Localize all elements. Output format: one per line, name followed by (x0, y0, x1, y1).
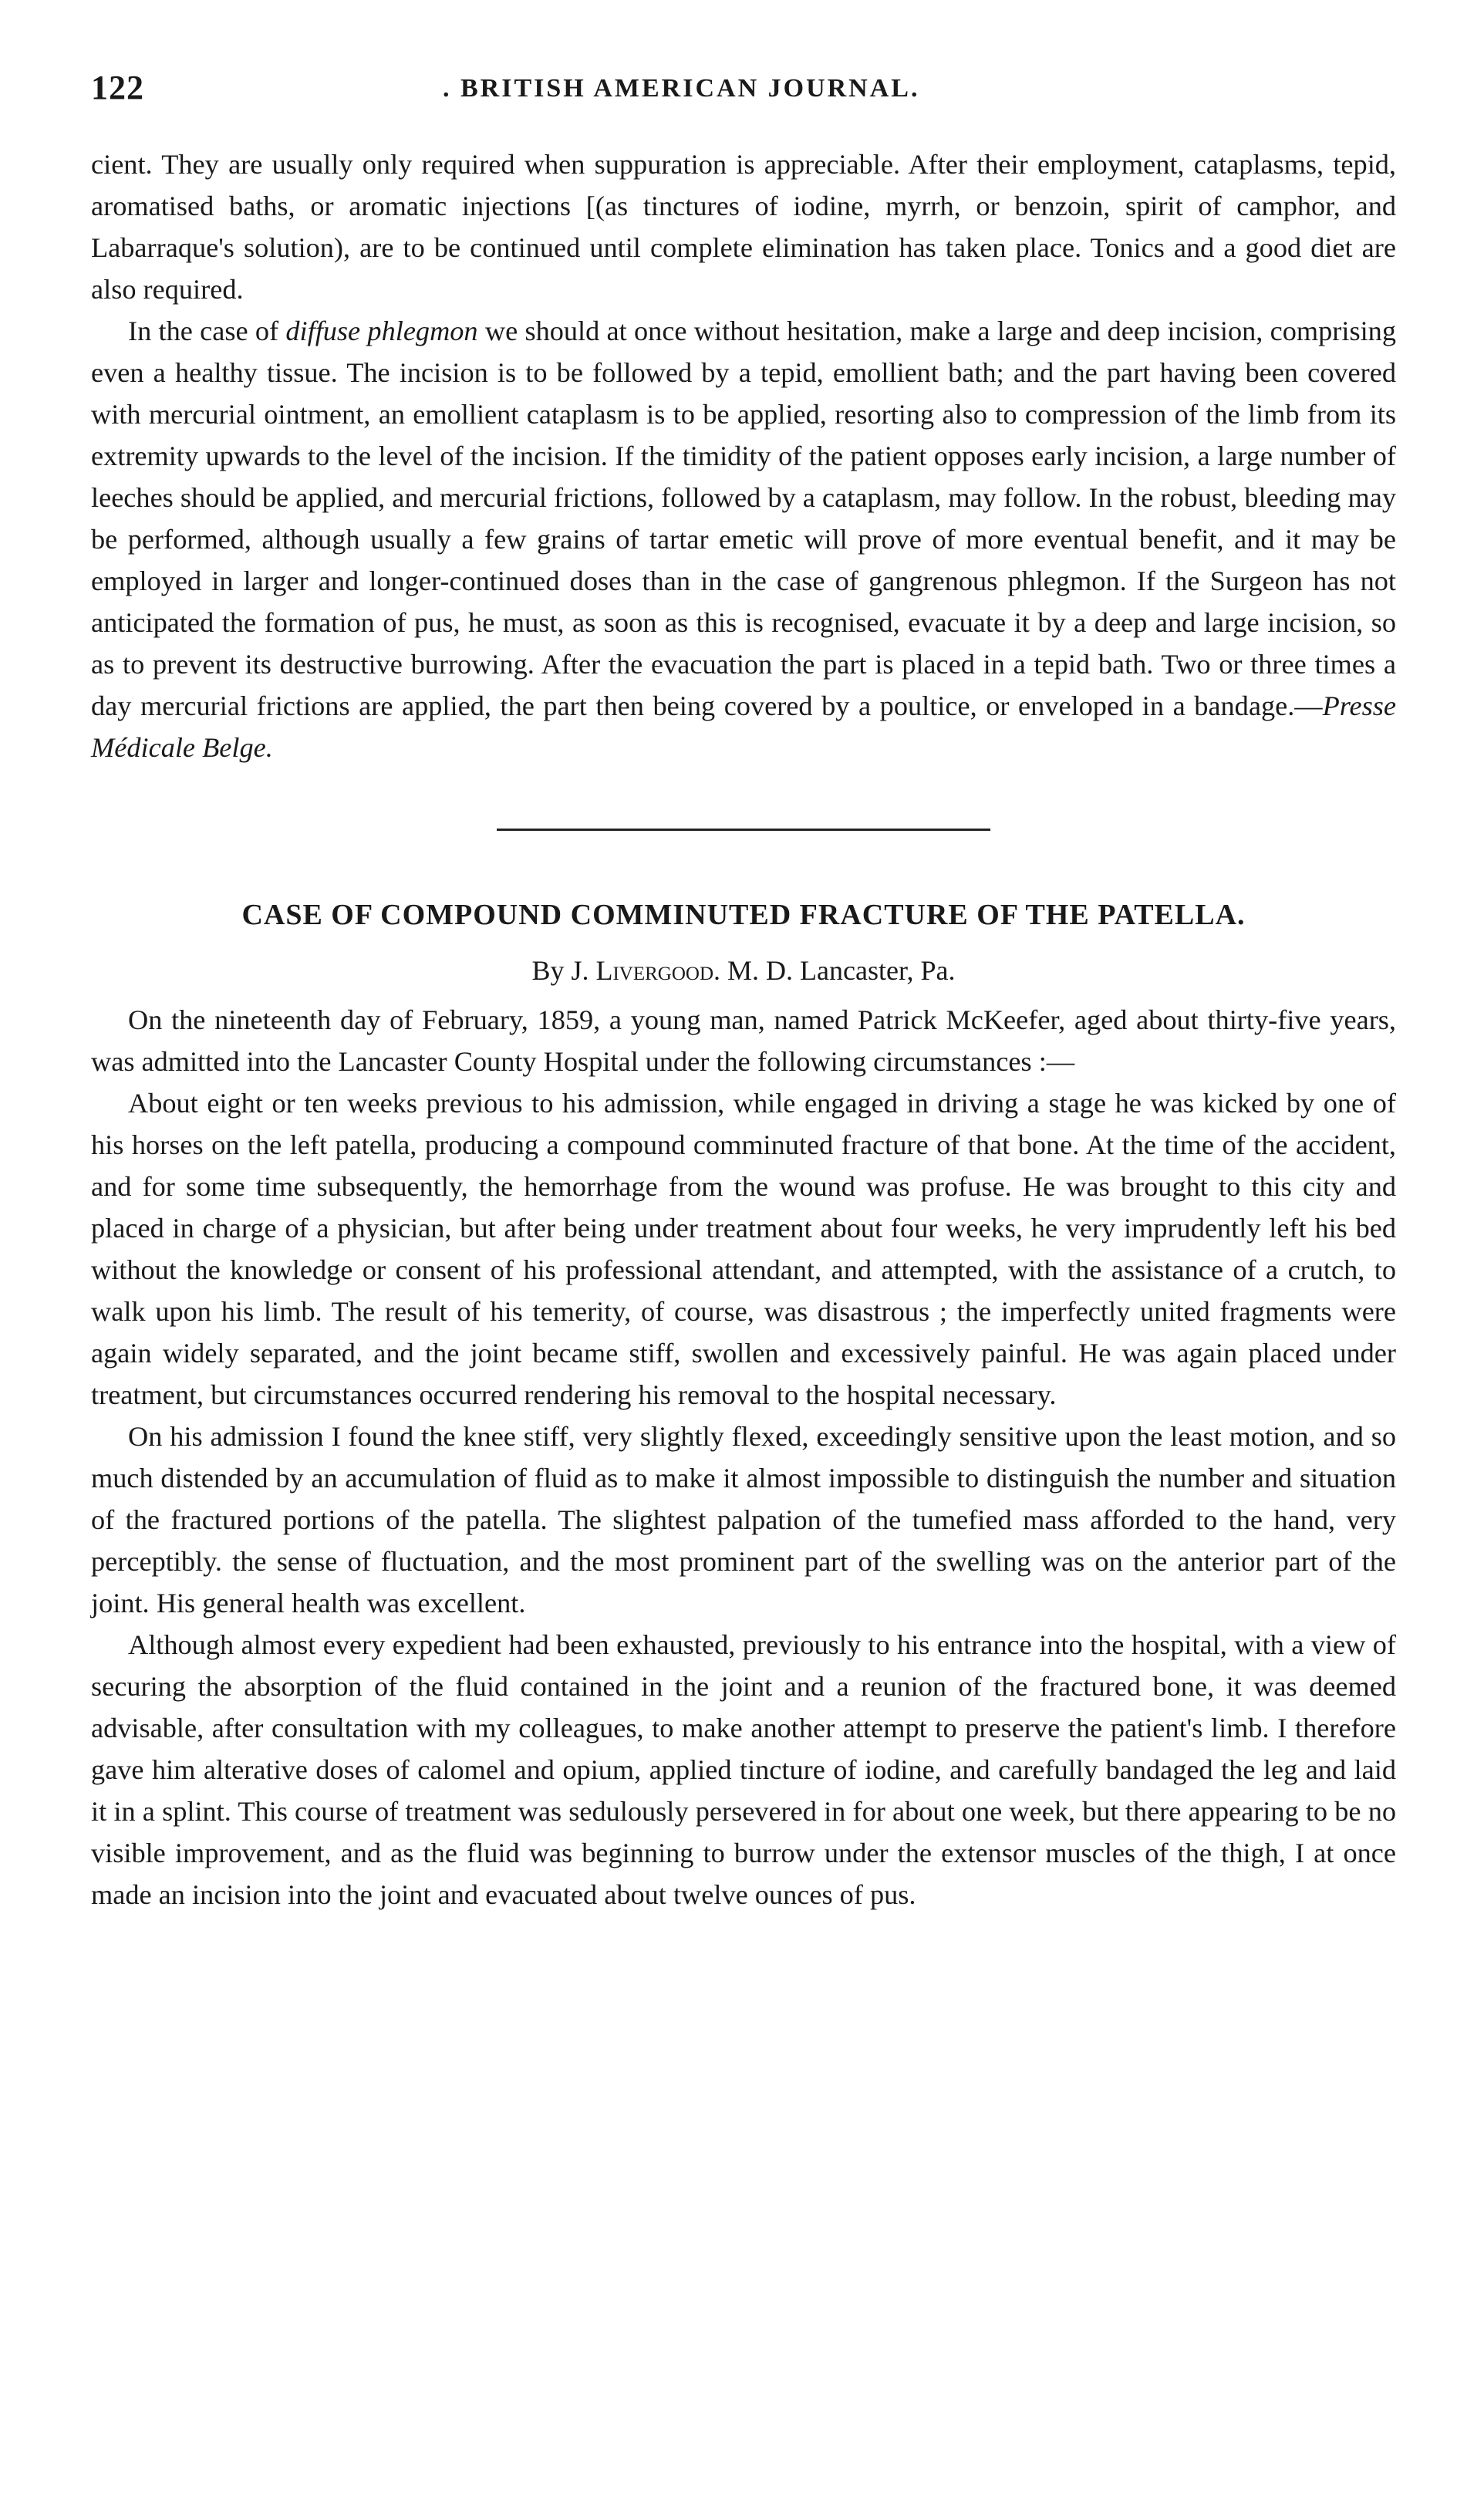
byline (91, 950, 1396, 991)
source-citation: Presse Médicale Belge. (91, 690, 1396, 763)
paragraph-lead: In the case of (128, 316, 286, 346)
article-title: CASE OF COMPOUND COMMINUTED FRACTURE OF THE PATELLA. (241, 899, 1246, 931)
case-paragraph: On the nineteenth day of February, 1859, a young man, named Patrick McKeefer, aged about thirty-five years, was admitted into the Lancaster County Hospital under the following circumstances :— (91, 1004, 1396, 1077)
page-body (91, 143, 1396, 1915)
continued-paragraph: cient. They are usually only required when suppuration is appreciable. After their employment, cataplasms, tepid, aromatised baths, or aromatic injections [(as tinctures of iodine, myrrh, or benzoin, spirit of camphor, and Labarraque's solution), are to be continued until complete elimination has taken place. Tonics and a good diet are also required. (91, 149, 1396, 305)
running-title: . BRITISH AMERICAN JOURNAL. (443, 74, 920, 103)
page-number: 122 (91, 69, 144, 106)
author-name: J. Livergood. (571, 955, 721, 986)
section-divider (497, 829, 990, 831)
case-paragraph: Although almost every expedient had been exhausted, previously to his entrance into the hospital, with a view of securing the absorption of the fluid contained in the joint and a reunion of the fractured bone, it was deemed advisable, after consultation with my colleagues, to make another attempt to preserve the patient's limb. I therefore gave him alterative doses of calomel and opium, applied tincture of iodine, and carefully bandaged the leg and laid it in a splint. This course of treatment was sedulously persevered in for about one week, but there appearing to be no visible improvement, and as the fluid was beginning to burrow under the extensor muscles of the thigh, I at once made an incision into the joint and evacuated about twelve ounces of pus. (91, 1629, 1396, 1910)
diffuse-phlegmon-paragraph (91, 310, 1396, 768)
byline-prefix: By (531, 955, 565, 986)
page-header (91, 68, 1395, 122)
case-paragraph: On his admission I found the knee stiff, very slightly flexed, exceedingly sensitive upon the least motion, and so much distended by an accumulation of fluid as to make it almost impossible to distinguish the number and situation of the fractured portions of the patella. The slightest palpation of the tumefied mass afforded to the hand, very perceptibly. the sense of fluctuation, and the most prominent part of the swelling was on the anterior part of the joint. His general health was excellent. (91, 1421, 1396, 1618)
paragraph-text: we should at once without hesitation, make a large and deep incision, comprising even a healthy tissue. The incision is to be followed by a tepid, emollient bath; and the part having been covered with mercurial ointment, an emollient cataplasm is to be applied, resorting also to compression of the limb from its extremity upwards to the level of the incision. If the timidity of the patient opposes early incision, a large number of leeches should be applied, and mercurial frictions, followed by a cataplasm, may follow. In the robust, bleeding may be performed, although usually a few grains of tartar emetic will prove of more eventual benefit, and it may be employed in larger and longer-continued doses than in the case of gangrenous phlegmon. If the Surgeon has not anticipated the formation of pus, he must, as soon as this is recognised, evacuate it by a deep and large incision, so as to prevent its destructive burrowing. After the evacuation the part is placed in a tepid bath. Two or three times a day mercurial frictions are applied, the part then being covered by a poultice, or enveloped in a bandage.— (91, 316, 1396, 721)
author-details: M. D. Lancaster, Pa. (727, 955, 956, 986)
case-paragraph: About eight or ten weeks previous to his admission, while engaged in driving a stage he was kicked by one of his horses on the left patella, producing a compound comminuted fracture of that bone. At the time of the accident, and for some time subsequently, the hemorrhage from the wound was profuse. He was brought to this city and placed in charge of a physician, but after being under treatment about four weeks, he very imprudently left his bed without the knowledge or consent of his professional attendant, and attempted, with the assistance of a crutch, to walk upon his limb. The result of his temerity, of course, was disastrous ; the imperfectly united fragments were again widely separated, and the joint became stiff, swollen and excessively painful. He was again placed under treatment, but circumstances occurred rendering his removal to the hospital necessary. (91, 1088, 1396, 1410)
emphasis-term: diffuse phlegmon (285, 316, 478, 346)
